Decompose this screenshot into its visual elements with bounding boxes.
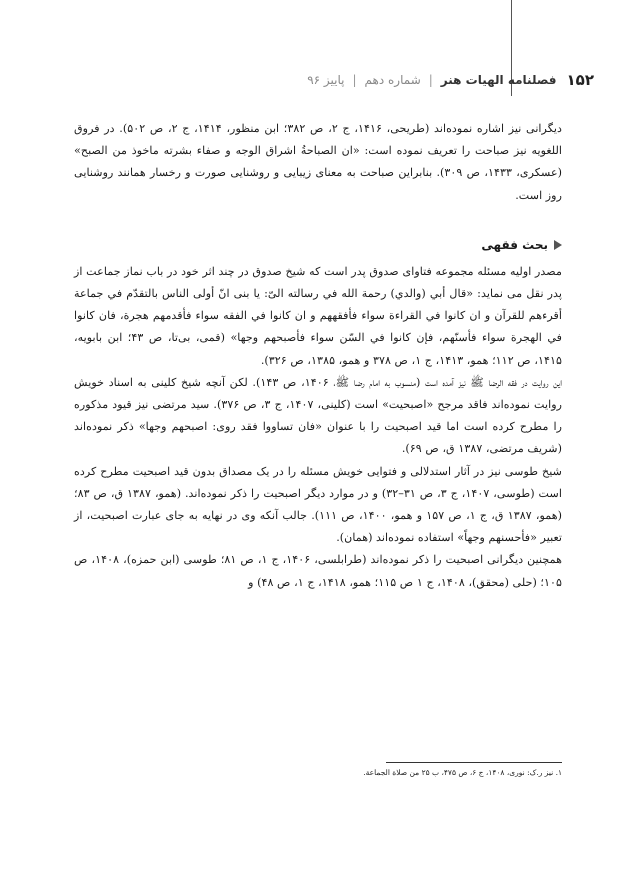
season-label: پاییز ۹۶ bbox=[307, 73, 345, 87]
journal-title: فصلنامه الهیات هنر bbox=[440, 73, 557, 87]
header-separator: | bbox=[352, 73, 357, 87]
paragraph-intro: دیگرانی نیز اشاره نموده‌اند (طریحی، ۱۴۱۶، ج ۲، ص ۳۸۲؛ ابن منظور، ۱۴۱۴، ج ۲، ص ۵۰۲). در فروق اللغویه نیز صباحت را تعریف نموده است: «ان الصباحةُ اشراق الوجه و صفاء بشرته ماخوذ من الصبح» (عسکری، ۱۴۳۳، ص ۳۰۹). بنابراین صباحت به معنای زیبایی و روشنایی صورت و رخسار همانند روشنایی روز است. bbox=[74, 122, 562, 202]
page-number: ۱۵۲ bbox=[566, 71, 594, 89]
paragraph: این روایت در فقه الرضا ﷺ نیز آمده است (منسوب به امام رضا ﷺ، ۱۴۰۶، ص ۱۴۳). لکن آنچه شیخ کلینی به اسناد خویش روایت نموده‌اند فاقد مرجح «اصبحیت» است (کلینی، ۱۴۰۷، ج ۳، ص ۳۷۶). سید مرتضی نیز قیود مذکوره را مطرح کرده است اما قید اصبحیت را با عنوان «فان تساووا فقد روی: اصبحهم وجها» ذکر نموده‌اند (شریف مرتضی، ۱۳۸۷ ق، ص ۶۹). bbox=[74, 375, 563, 456]
paragraph: همچنین دیگرانی اصبحیت را ذکر نموده‌اند (طرابلسی، ۱۴۰۶، ج ۱، ص ۸۱؛ طوسی (ابن حمزه)، ۱۴۰۸، ص ۱۰۵؛ (حلی (محقق)، ۱۴۰۸، ج ۱ ص ۱۱۵؛ همو، ۱۴۱۸، ج ۱، ص ۴۸) و bbox=[74, 553, 562, 589]
footnote: ۱. نیز ر.ک: نوری، ۱۴۰۸، ج ۶، ص ۴۷۵، ب ۲۵ من صلاة الجماعة. bbox=[363, 768, 562, 777]
header-separator: | bbox=[428, 73, 433, 87]
triangle-bullet-icon bbox=[554, 240, 562, 250]
body-text bbox=[74, 118, 562, 594]
paragraph: شیخ طوسی نیز در آثار استدلالی و فتوایی خویش مسئله را در یک مصداق بدون قید اصبحیت مطرح کرده است (طوسی، ۱۴۰۷، ج ۳، ص ۳۱–۳۲) و در موارد دیگر اصبحیت را ذکر نموده‌اند. (همو، ۱۳۸۷ ق، ص ۸۳؛ (همو، ۱۳۸۷ ق، ج ۱، ص ۱۵۷ و همو، ۱۴۰۰، ص ۱۱۱). جالب آنکه وی در نهایه به جای عبارت اصبحیت، از تعبیر «فأحسنهم وجهاً» استفاده نموده‌اند (همان). bbox=[74, 464, 563, 545]
issue-label: شماره دهم bbox=[364, 73, 421, 87]
paragraph: مصدر اولیه مسئله مجموعه فتاوای صدوق پدر است که شیخ صدوق در چند اثر خود در باب نماز جماعت از پدر نقل می نماید: «قال أبي (والدي) رحمة الله في رسالته الیّ: یا بنی انّ أولى الناس بالتقدّم في جماعة أقرءهم للقرآن و ان كانوا في القراءة سواء فأفقههم و ان كانوا في الفقه سواء فأقدمهم هجرة، فان كانوا في الهجرة سواء فأسنّهم، فإن كانوا في السّن سواء فأصبحهم وجها» (قمی، بی‌تا، ص ۴۳؛ ابن بابویه، ۱۴۱۵، ص ۱۱۲؛ همو، ۱۴۱۳، ج ۱، ص ۳۷۸ و همو، ۱۳۸۵، ص ۳۲۶). bbox=[74, 264, 562, 367]
section-title: بحث فقهی bbox=[481, 237, 548, 252]
running-header bbox=[60, 66, 594, 94]
footnote-rule bbox=[386, 762, 562, 763]
section-heading bbox=[74, 235, 562, 255]
